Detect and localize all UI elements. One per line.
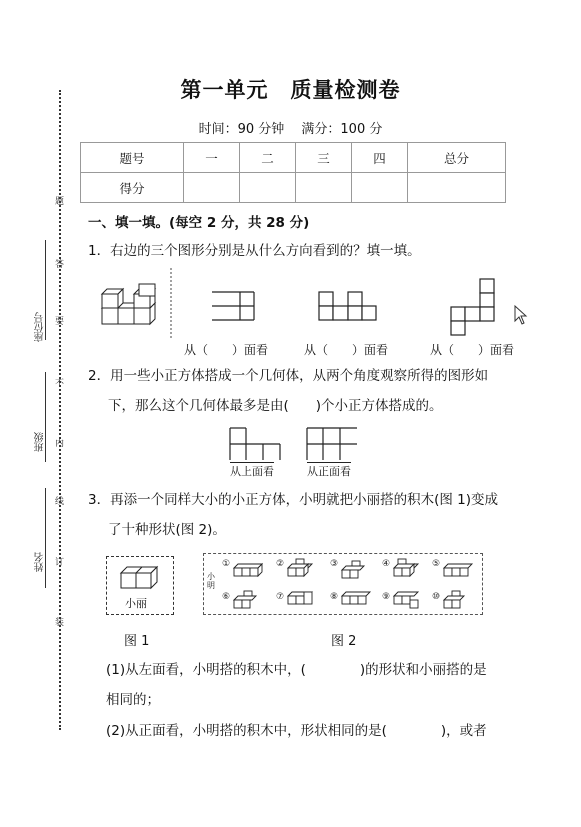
q1-cube-drawing xyxy=(100,282,162,328)
binding-char: 装 xyxy=(55,618,65,628)
score-input-cell[interactable] xyxy=(240,173,296,203)
figure-2-label: 图 2 xyxy=(331,634,357,649)
table-cell: 三 xyxy=(296,143,352,173)
binding-char: 题 xyxy=(55,197,65,207)
binding-dotted-line xyxy=(59,90,61,730)
exam-info: 时间：90 分钟 满分：100 分 xyxy=(198,122,383,137)
score-input-cell[interactable] xyxy=(408,173,506,203)
q2-caption-top: 从上面看 xyxy=(230,462,274,479)
seat-number-line xyxy=(45,240,46,340)
page-title: 第一单元 质量检测卷 xyxy=(180,78,401,102)
table-cell: 一 xyxy=(184,143,240,173)
table-row xyxy=(81,143,506,173)
score-input-cell[interactable] xyxy=(352,173,408,203)
table-row xyxy=(81,173,506,203)
name-line xyxy=(45,488,46,588)
q2-caption-front: 从正面看 xyxy=(307,462,351,479)
table-cell: 题号 xyxy=(81,143,184,173)
question-1-text: 1．右边的三个图形分别是从什么方向看到的？填一填。 xyxy=(88,243,421,259)
q2-top-view xyxy=(230,428,280,460)
q1-caption-2: 从（ ）面看 xyxy=(304,343,389,357)
binding-char: 订 xyxy=(55,558,65,568)
mouse-cursor-icon xyxy=(514,305,528,325)
binding-char: 要 xyxy=(55,317,65,327)
seat-number-label: 座位号 xyxy=(35,312,46,342)
question-3-line-1: 3．再添一个同样大小的小正方体，小明就把小丽搭的积木(图 1)变成 xyxy=(88,492,499,508)
q1-caption-1: 从（ ）面看 xyxy=(184,343,269,357)
binding-char: 内 xyxy=(55,439,65,449)
name-label: 姓名 xyxy=(35,552,46,572)
shape-number: ⑩ xyxy=(432,592,441,602)
question-3-sub-2-line-1: (2)从正面看，小明搭的积木中，形状相同的是( )，或者 xyxy=(106,723,487,739)
shape-number: ⑤ xyxy=(432,559,441,569)
figure-2-shapes xyxy=(222,557,478,611)
binding-char: 答 xyxy=(55,260,65,270)
class-label: 班级 xyxy=(35,432,46,452)
binding-char: 线 xyxy=(55,497,65,507)
class-line xyxy=(45,372,46,462)
shape-number: ⑧ xyxy=(330,592,339,602)
shape-number: ② xyxy=(276,559,285,569)
score-table xyxy=(80,142,506,203)
question-3-sub-1-line-2: 相同的； xyxy=(106,692,160,708)
table-cell: 二 xyxy=(240,143,296,173)
shape-number: ③ xyxy=(330,559,339,569)
shape-number: ⑨ xyxy=(382,592,391,602)
q1-caption-3: 从（ ）面看 xyxy=(430,343,515,357)
binding-char: 不 xyxy=(55,379,65,389)
question-2-line-2: 下，那么这个几何体最多是由( )个小正方体搭成的。 xyxy=(108,398,443,414)
q1-divider xyxy=(170,268,172,338)
q1-view-2 xyxy=(319,292,377,320)
shape-number: ① xyxy=(222,559,231,569)
shape-number: ⑥ xyxy=(222,592,231,602)
question-3-line-2: 了十种形状(图 2)。 xyxy=(108,522,226,538)
q1-view-1 xyxy=(212,292,254,320)
figure-1-cubes xyxy=(120,563,158,591)
question-2-line-1: 2．用一些小正方体搭成一个几何体，从两个角度观察所得的图形如 xyxy=(88,368,489,384)
table-cell: 四 xyxy=(352,143,408,173)
table-cell: 总分 xyxy=(408,143,506,173)
figure-1-name: 小丽 xyxy=(125,597,147,610)
q1-view-3 xyxy=(451,279,495,336)
figure-2-side-label: 小明 xyxy=(207,572,215,590)
section-title: 一、填一填。(每空 2 分，共 28 分) xyxy=(88,215,310,231)
question-3-sub-1-line-1: (1)从左面看，小明搭的积木中，( )的形状和小丽搭的是 xyxy=(106,662,487,678)
score-input-cell[interactable] xyxy=(296,173,352,203)
table-cell: 得分 xyxy=(81,173,184,203)
q2-front-view xyxy=(307,428,357,460)
shape-number: ⑦ xyxy=(276,592,285,602)
figure-1-label: 图 1 xyxy=(124,634,150,649)
shape-number: ④ xyxy=(382,559,391,569)
score-input-cell[interactable] xyxy=(184,173,240,203)
